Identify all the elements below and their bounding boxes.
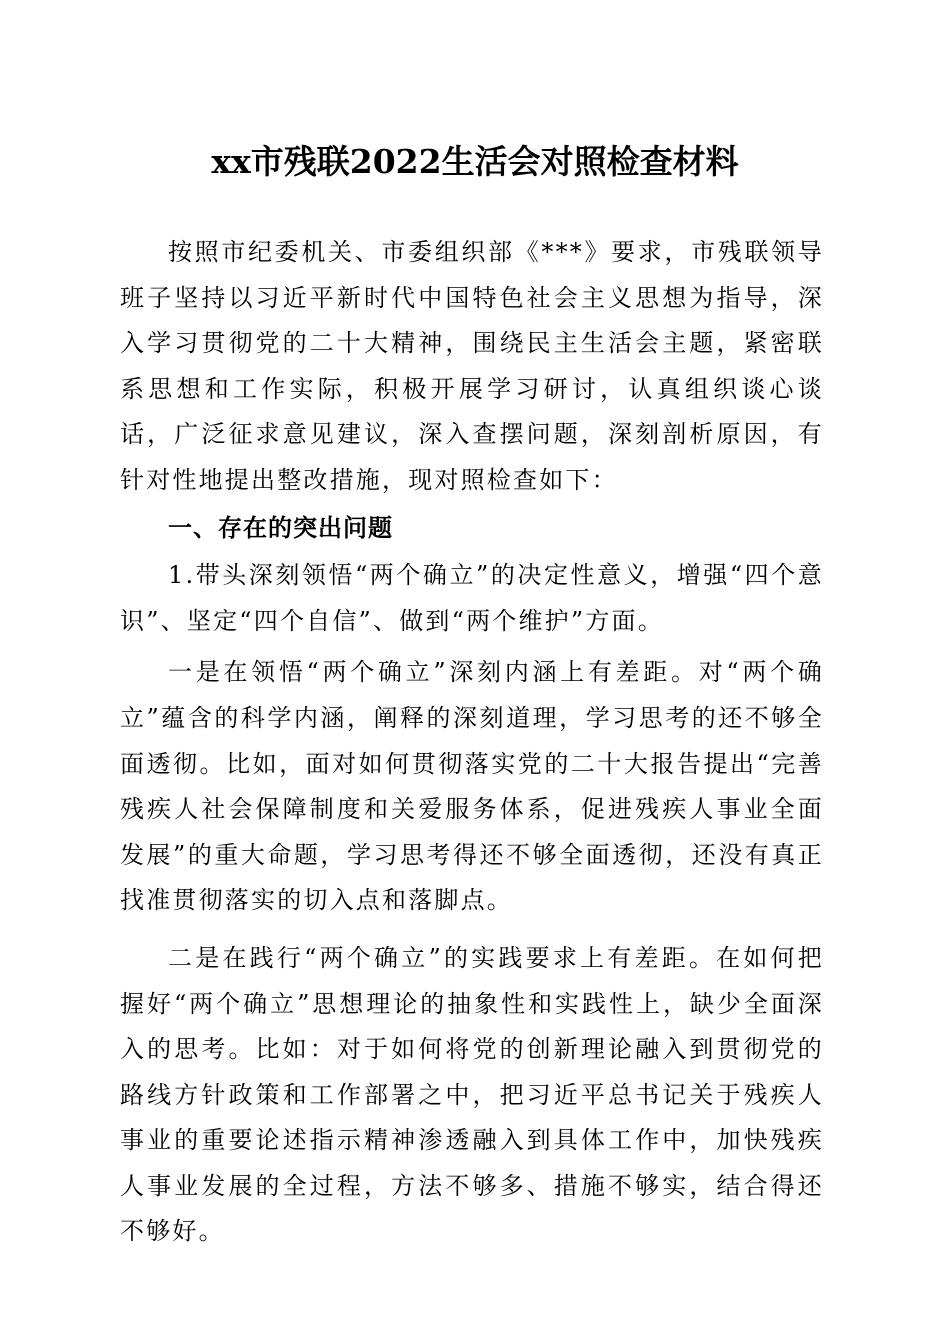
document-title: xx市残联2022生活会对照检查材料 — [211, 142, 739, 181]
intro-paragraph: 按照市纪委机关、市委组织部《***》要求，市残联领导班子坚持以习近平新时代中国特色社会主义思想为指导，深入学习贯彻党的二十大精神，围绕民主生活会主题，紧密联系思想和工作实际，积极开展学习研讨，认真组织谈心谈话，广泛征求意见建议，深入查摆问题，深刻剖析原因，有针对性地提出整改措施，现对照检查如下： — [120, 238, 824, 494]
document-body — [120, 230, 824, 1255]
item-1-paragraph: 1.带头深刻领悟“两个确立”的决定性意义，增强“四个意识”、坚定“四个自信”、做到“两个维护”方面。 — [120, 561, 824, 635]
point-2-paragraph: 二是在践行“两个确立”的实践要求上有差距。在如何把握好“两个确立”思想理论的抽象性和实践性上，缺少全面深入的思考。比如：对于如何将党的创新理论融入到贯彻党的路线方针政策和工作部署之中，把习近平总书记关于残疾人事业的重要论述指示精神渗透融入到具体工作中，加快残疾人事业发展的全过程，方法不够多、措施不够实，结合得还不够好。 — [120, 943, 824, 1246]
section-heading: 一、存在的突出问题 — [168, 513, 393, 542]
point-1-paragraph: 一是在领悟“两个确立”深刻内涵上有差距。对“两个确立”蕴含的科学内涵，阐释的深刻道理，学习思考的还不够全面透彻。比如，面对如何贯彻落实党的二十大报告提出“完善残疾人社会保障制度和关爱服务体系，促进残疾人事业全面发展”的重大命题，学习思考得还不够全面透彻，还没有真正找准贯彻落实的切入点和落脚点。 — [120, 658, 824, 915]
